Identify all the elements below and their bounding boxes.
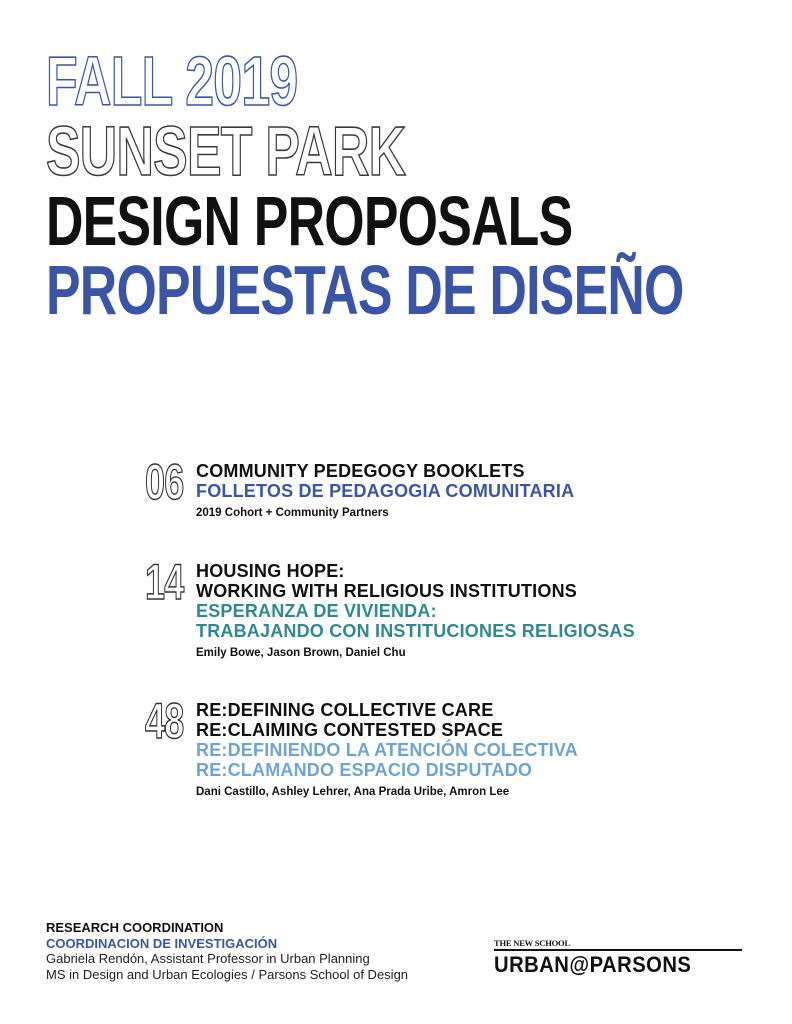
toc-title-es: TRABAJANDO CON INSTITUCIONES RELIGIOSAS: [196, 621, 635, 641]
urban-parsons-logo: [494, 938, 742, 977]
toc-title-en: HOUSING HOPE:: [196, 561, 345, 581]
toc-authors: 2019 Cohort + Community Partners: [196, 507, 389, 519]
title-line-design-proposals: DESIGN PROPOSALS: [46, 182, 573, 260]
toc-title-es: RE:CLAMANDO ESPACIO DISPUTADO: [196, 760, 533, 780]
toc-title-es: RE:DEFINIENDO LA ATENCIÓN COLECTIVA: [196, 740, 578, 760]
logo-the-new-school: THE NEW SCHOOL: [494, 938, 570, 948]
toc-title-es: FOLLETOS DE PEDAGOGIA COMUNITARIA: [196, 481, 575, 501]
toc-title-en: COMMUNITY PEDEGOGY BOOKLETS: [196, 461, 525, 481]
toc-entry-text: [196, 561, 635, 660]
toc-title-en: RE:CLAIMING CONTESTED SPACE: [196, 720, 504, 740]
page-number: 48: [145, 693, 184, 749]
logo-urban-parsons: URBAN@PARSONS: [494, 951, 692, 977]
toc-title-es: ESPERANZA DE VIVIENDA:: [196, 601, 437, 621]
logo-divider: [494, 949, 742, 951]
toc-authors: Emily Bowe, Jason Brown, Daniel Chu: [196, 647, 406, 659]
credits-coordinator: Gabriela Rendón, Assistant Professor in Urban Planning: [46, 951, 370, 966]
credits-heading-es: COORDINACION DE INVESTIGACIÓN: [46, 935, 278, 951]
toc-entry-text: [196, 461, 574, 520]
title-line-propuestas-de-diseno: PROPUESTAS DE DISEÑO: [46, 251, 684, 329]
toc-title-en: WORKING WITH RELIGIOUS INSTITUTIONS: [196, 581, 577, 601]
credits-heading: RESEARCH COORDINATION: [46, 920, 224, 935]
title-line-sunset-park: SUNSET PARK: [46, 112, 406, 190]
page-number: 06: [145, 454, 184, 510]
toc-title-en: RE:DEFINING COLLECTIVE CARE: [196, 700, 494, 720]
research-coordination-credits: [46, 920, 408, 982]
title-line-fall-2019: FALL 2019: [46, 42, 298, 120]
toc-authors: Dani Castillo, Ashley Lehrer, Ana Prada Uribe, Amron Lee: [196, 786, 510, 798]
toc-entry-text: [196, 700, 578, 799]
credits-program: MS in Design and Urban Ecologies / Parsons School of Design: [46, 966, 409, 982]
page-number: 14: [145, 554, 184, 610]
